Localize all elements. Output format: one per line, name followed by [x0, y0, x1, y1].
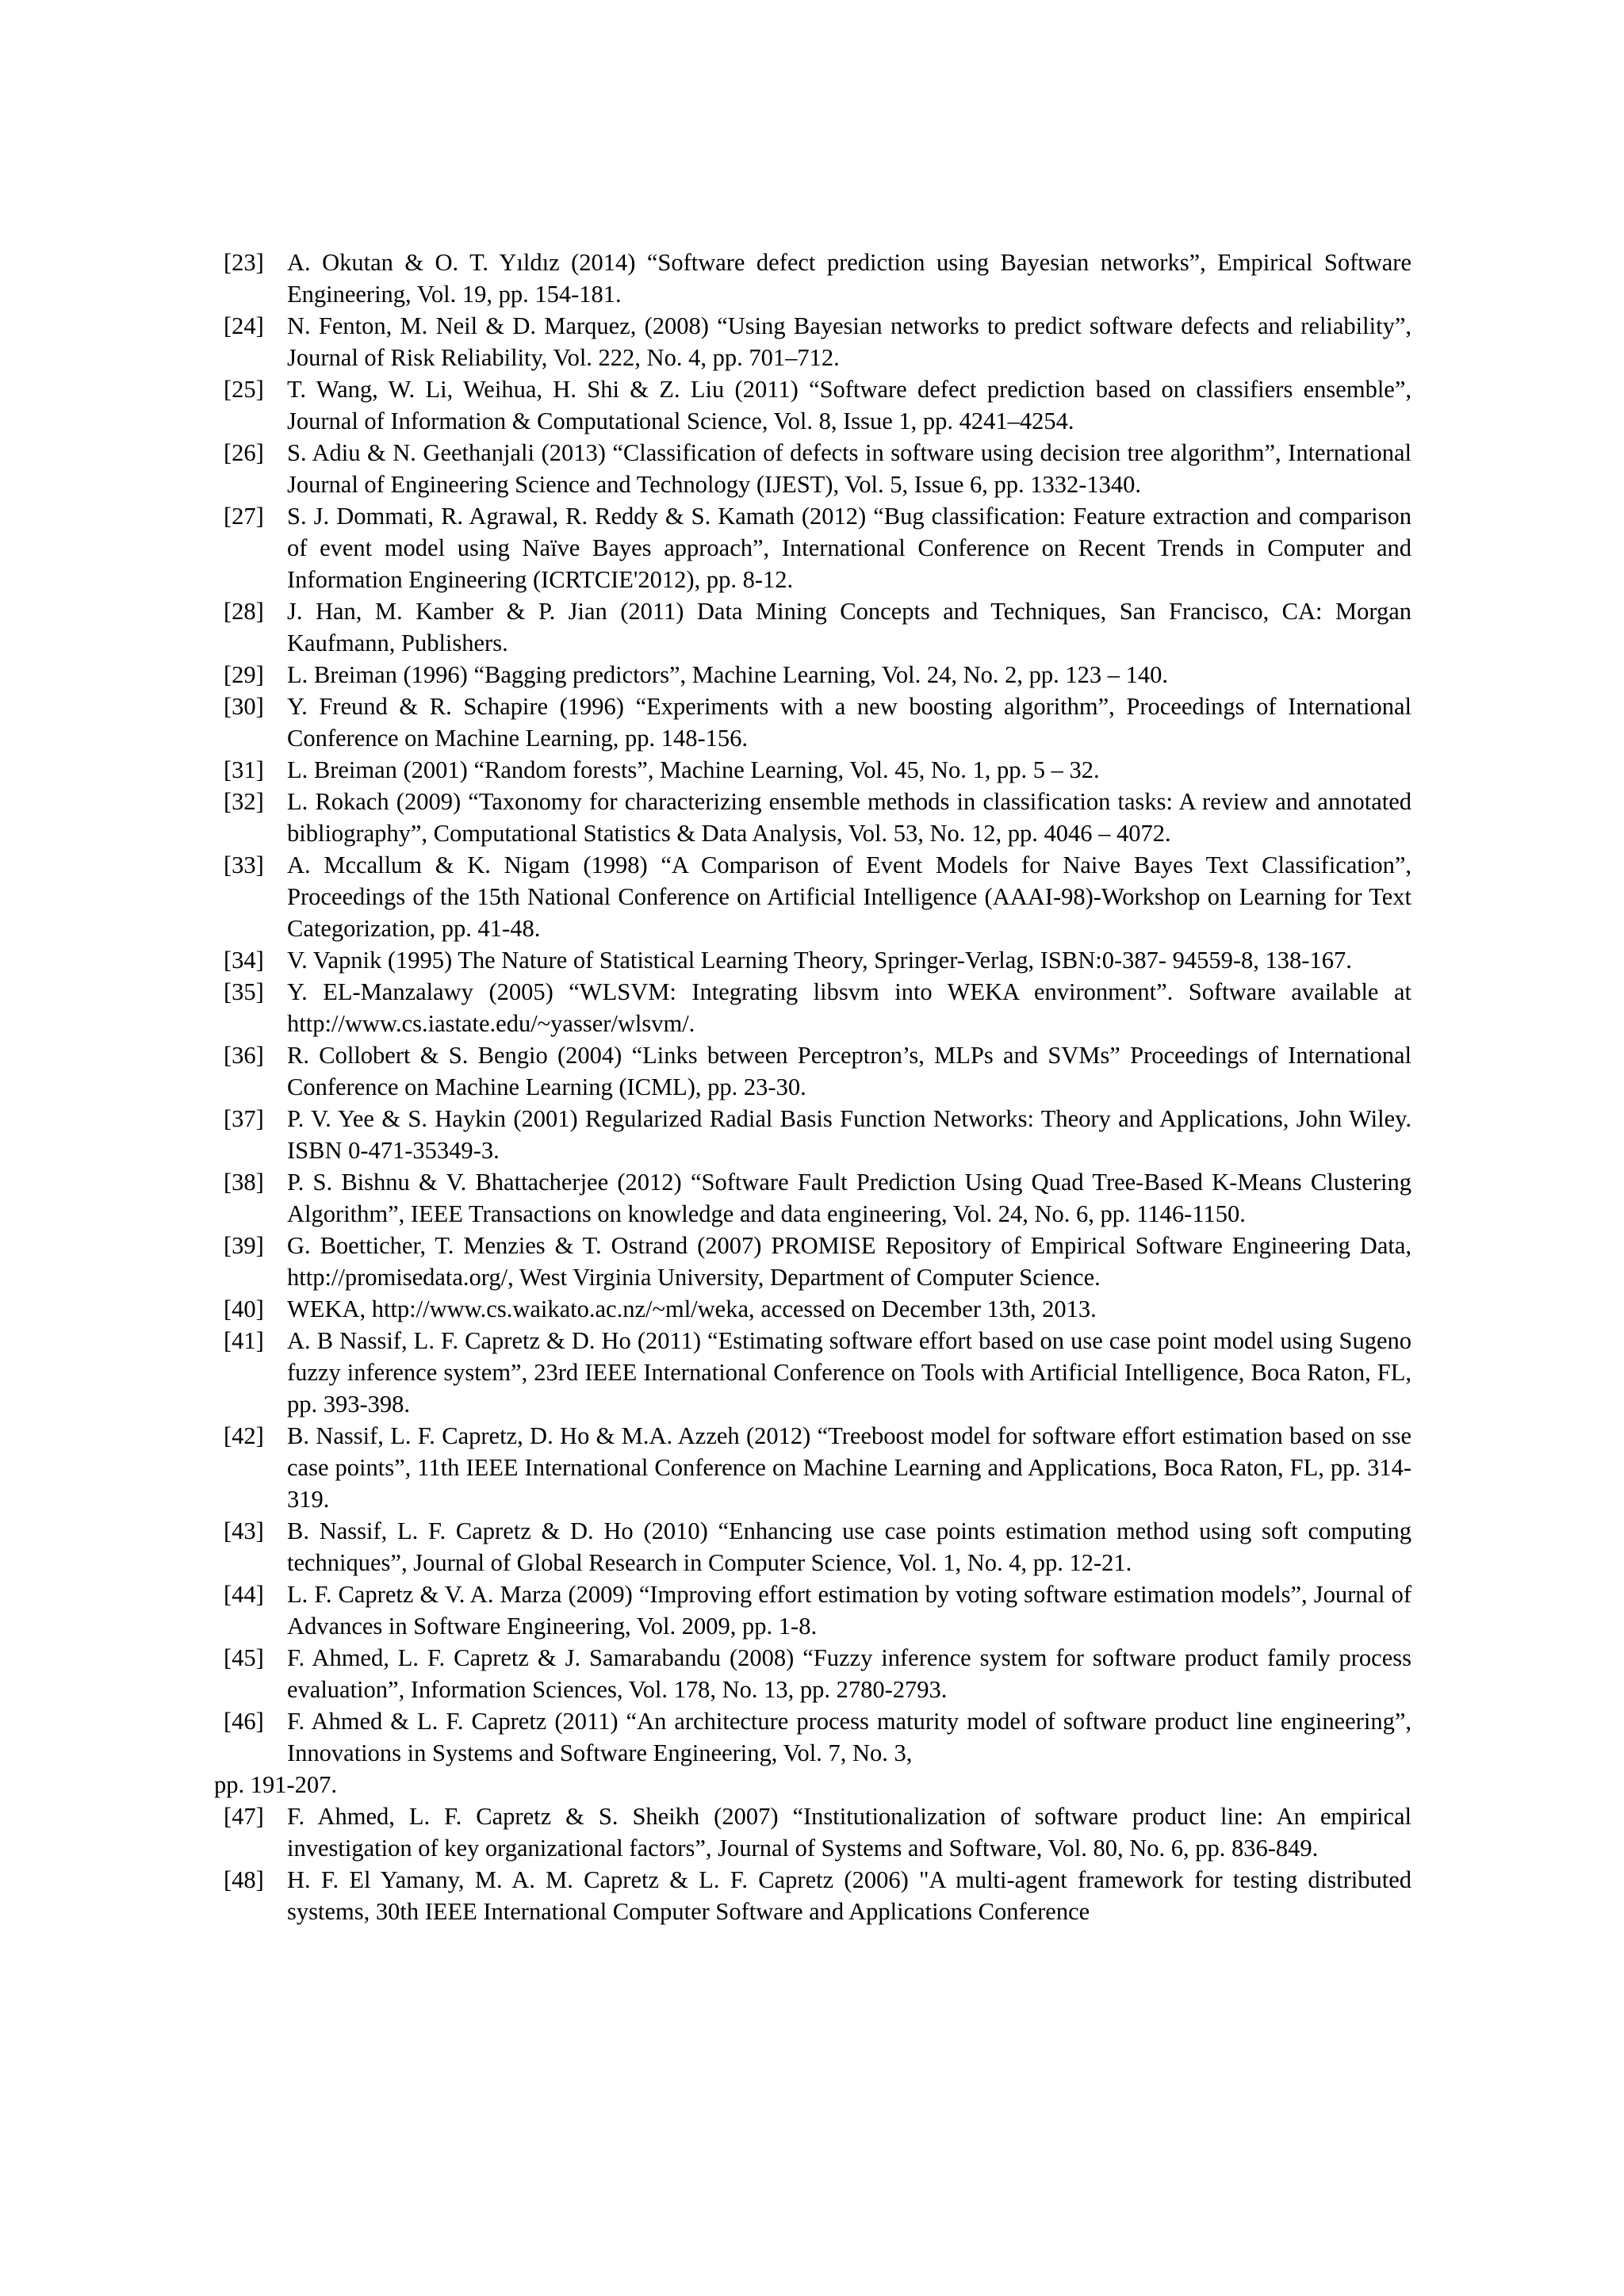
reference-item [224, 1325, 1411, 1420]
reference-text: L. Rokach (2009) “Taxonomy for characterizing ensemble methods in classification tasks: A review and annotated bibliography”, Computational Statistics & Data Analysis, Vol. 53, No. 12, pp. 4046 – 4072. [287, 788, 1411, 847]
reference-item [224, 1166, 1411, 1230]
reference-text: S. Adiu & N. Geethanjali (2013) “Classification of defects in software using decision tree algorithm”, International Journal of Engineering Science and Technology (IJEST), Vol. 5, Issue 6, pp. 1332-1340. [287, 439, 1411, 498]
reference-item [214, 1705, 1411, 1800]
reference-item [224, 1230, 1411, 1293]
reference-number: [36] [224, 1042, 264, 1069]
reference-number: [34] [224, 947, 264, 974]
reference-number: [35] [224, 978, 264, 1005]
reference-text: H. F. El Yamany, M. A. M. Capretz & L. F. Capretz (2006) "A multi-agent framework for testing distributed systems, 30th IEEE International Computer Software and Applications Conference [287, 1866, 1411, 1925]
reference-text: Y. EL-Manzalawy (2005) “WLSVM: Integrating libsvm into WEKA environment”. Software available at http://www.cs.iastate.edu/~yasser/wlsvm/. [287, 978, 1411, 1037]
reference-item [224, 1578, 1411, 1642]
reference-number: [27] [224, 503, 264, 530]
reference-text: N. Fenton, M. Neil & D. Marquez, (2008) “Using Bayesian networks to predict software defects and reliability”, Journal of Risk Reliability, Vol. 222, No. 4, pp. 701–712. [287, 312, 1411, 371]
reference-number: [32] [224, 788, 264, 815]
reference-number: [23] [224, 249, 264, 276]
reference-text: B. Nassif, L. F. Capretz & D. Ho (2010) “Enhancing use case points estimation method using soft computing techniques”, Journal of Global Research in Computer Science, Vol. 1, No. 4, pp. 12-21. [287, 1517, 1411, 1576]
reference-list [214, 247, 1411, 1927]
reference-text: Y. Freund & R. Schapire (1996) “Experiments with a new boosting algorithm”, Proceedings of International Conference on Machine Learning, pp. 148-156. [287, 693, 1411, 752]
reference-item [224, 659, 1411, 691]
reference-item [224, 786, 1411, 849]
reference-item [224, 849, 1411, 944]
reference-item [224, 1800, 1411, 1864]
reference-item [224, 595, 1411, 659]
reference-text: F. Ahmed, L. F. Capretz & J. Samarabandu (2008) “Fuzzy inference system for software product family process evaluation”, Information Sciences, Vol. 178, No. 13, pp. 2780-2793. [287, 1644, 1411, 1703]
reference-number: [24] [224, 312, 264, 339]
reference-item [224, 1039, 1411, 1103]
reference-number: [25] [224, 376, 264, 403]
reference-number: [39] [224, 1232, 264, 1259]
reference-continuation: pp. 191-207. [214, 1771, 338, 1798]
reference-text: WEKA, http://www.cs.waikato.ac.nz/~ml/weka, accessed on December 13th, 2013. [287, 1295, 1097, 1322]
reference-item [224, 1642, 1411, 1705]
reference-item [224, 310, 1411, 373]
reference-text: F. Ahmed & L. F. Capretz (2011) “An architecture process maturity model of software product line engineering”, Innovations in Systems and Software Engineering, Vol. 7, No. 3, [287, 1708, 1411, 1766]
reference-number: [37] [224, 1105, 264, 1132]
reference-text: V. Vapnik (1995) The Nature of Statistical Learning Theory, Springer-Verlag, ISBN:0-387- 94559-8, 138-167. [287, 947, 1352, 974]
reference-item [224, 944, 1411, 976]
reference-number: [38] [224, 1169, 264, 1196]
reference-text: P. V. Yee & S. Haykin (2001) Regularized Radial Basis Function Networks: Theory and Applications, John Wiley. ISBN 0-471-35349-3. [287, 1105, 1411, 1164]
reference-number: [41] [224, 1327, 264, 1354]
reference-number: [40] [224, 1295, 264, 1322]
reference-item [224, 754, 1411, 786]
reference-number: [47] [224, 1803, 264, 1830]
reference-text: S. J. Dommati, R. Agrawal, R. Reddy & S. Kamath (2012) “Bug classification: Feature extraction and comparison of event model using Naïve Bayes approach”, International Conference on Recent Trends in Computer and Information Engineering (ICRTCIE'2012), pp. 8-12. [287, 503, 1411, 593]
reference-number: [28] [224, 598, 264, 625]
reference-text: P. S. Bishnu & V. Bhattacherjee (2012) “Software Fault Prediction Using Quad Tree-Based K-Means Clustering Algorithm”, IEEE Transactions on knowledge and data engineering, Vol. 24, No. 6, pp. 1146-1150. [287, 1169, 1411, 1227]
reference-text: A. Mccallum & K. Nigam (1998) “A Comparison of Event Models for Naive Bayes Text Classification”, Proceedings of the 15th National Conference on Artificial Intelligence (AAAI-98)-Workshop on Learning for Text Categorization, pp. 41-48. [287, 851, 1411, 942]
reference-number: [31] [224, 756, 264, 783]
reference-text: F. Ahmed, L. F. Capretz & S. Sheikh (2007) “Institutionalization of software product line: An empirical investigation of key organizational factors”, Journal of Systems and Software, Vol. 80, No. 6, pp. 836-849. [287, 1803, 1411, 1862]
reference-text: L. Breiman (1996) “Bagging predictors”, Machine Learning, Vol. 24, No. 2, pp. 123 – 140. [287, 661, 1169, 688]
reference-item [224, 1420, 1411, 1515]
reference-number: [45] [224, 1644, 264, 1671]
reference-text: A. Okutan & O. T. Yıldız (2014) “Software defect prediction using Bayesian networks”, Empirical Software Engineering, Vol. 19, pp. 154-181. [287, 249, 1411, 308]
reference-number: [44] [224, 1581, 264, 1608]
reference-number: [48] [224, 1866, 264, 1893]
reference-item [224, 437, 1411, 500]
reference-item [224, 373, 1411, 437]
reference-item [224, 500, 1411, 595]
reference-number: [43] [224, 1517, 264, 1544]
reference-item [224, 691, 1411, 754]
reference-item [224, 1515, 1411, 1578]
reference-number: [30] [224, 693, 264, 720]
reference-number: [42] [224, 1422, 264, 1449]
reference-item [224, 1864, 1411, 1927]
reference-number: [33] [224, 851, 264, 878]
reference-number: [26] [224, 439, 264, 466]
reference-item [224, 1293, 1411, 1325]
reference-text: G. Boetticher, T. Menzies & T. Ostrand (2007) PROMISE Repository of Empirical Software Engineering Data, http://promisedata.org/, West Virginia University, Department of Computer Science. [287, 1232, 1411, 1291]
reference-text: B. Nassif, L. F. Capretz, D. Ho & M.A. Azzeh (2012) “Treeboost model for software effort estimation based on sse case points”, 11th IEEE International Conference on Machine Learning and Applications, Boca Raton, FL, pp. 314-319. [287, 1422, 1411, 1513]
reference-item [224, 247, 1411, 310]
reference-item [224, 1103, 1411, 1166]
reference-text: L. Breiman (2001) “Random forests”, Machine Learning, Vol. 45, No. 1, pp. 5 – 32. [287, 756, 1100, 783]
reference-number: [46] [224, 1708, 264, 1735]
reference-text: J. Han, M. Kamber & P. Jian (2011) Data Mining Concepts and Techniques, San Francisco, CA: Morgan Kaufmann, Publishers. [287, 598, 1411, 656]
reference-text: R. Collobert & S. Bengio (2004) “Links between Perceptron’s, MLPs and SVMs” Proceedings of International Conference on Machine Learning (ICML), pp. 23-30. [287, 1042, 1411, 1100]
reference-item [224, 976, 1411, 1039]
reference-number: [29] [224, 661, 264, 688]
reference-text: L. F. Capretz & V. A. Marza (2009) “Improving effort estimation by voting software estimation models”, Journal of Advances in Software Engineering, Vol. 2009, pp. 1-8. [287, 1581, 1411, 1640]
reference-text: T. Wang, W. Li, Weihua, H. Shi & Z. Liu (2011) “Software defect prediction based on classifiers ensemble”, Journal of Information & Computational Science, Vol. 8, Issue 1, pp. 4241–4254. [287, 376, 1411, 434]
reference-text: A. B Nassif, L. F. Capretz & D. Ho (2011) “Estimating software effort based on use case point model using Sugeno fuzzy inference system”, 23rd IEEE International Conference on Tools with Artificial Intelligence, Boca Raton, FL, pp. 393-398. [287, 1327, 1411, 1418]
